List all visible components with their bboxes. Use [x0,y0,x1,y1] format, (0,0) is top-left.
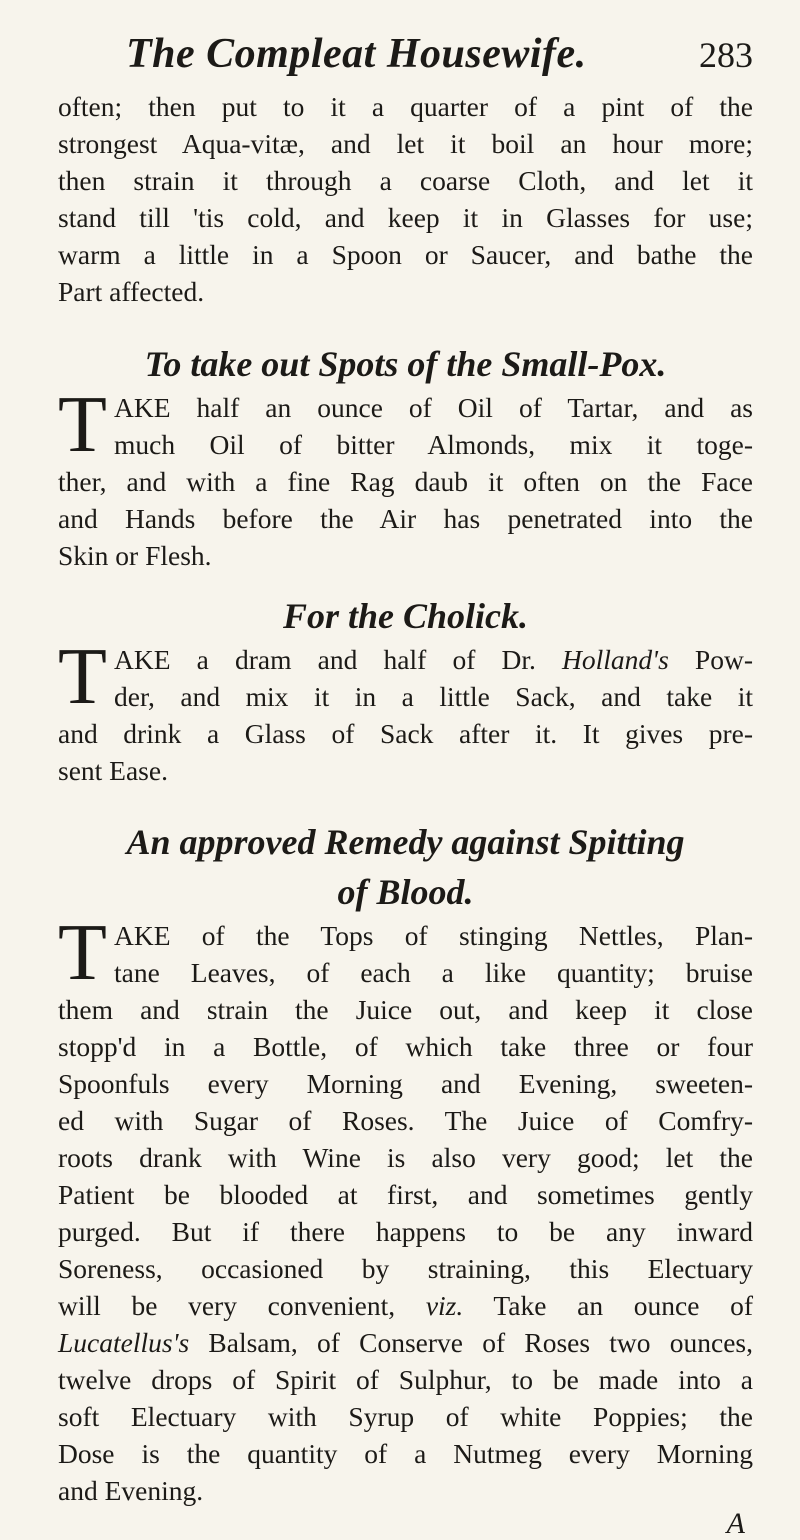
heading-line: An approved Remedy against Spitting [126,822,685,862]
heading-line: For the Cholick. [282,596,529,636]
text-line: and drink a Glass of Sack after it. It gives pre- [58,718,753,749]
text-line: will be very convenient, viz. Take an ounce of [58,1290,753,1321]
dropcap-block [58,633,753,721]
recipe-section [58,594,753,789]
recipe-section [58,817,753,1509]
text-line: der, and mix it in a little Sack, and take it [114,681,753,712]
text-line: Part affected. [58,276,205,307]
text-line: much Oil of bitter Almonds, mix it toge- [114,429,753,460]
text-line: strongest Aqua-vitæ, and let it boil an hour more; [58,128,753,159]
text-line: roots drank with Wine is also very good; let the [58,1142,753,1173]
text-line: Soreness, occasioned by straining, this Electuary [58,1253,753,1284]
book-page [58,28,753,1539]
text-line: AKE of the Tops of stinging Nettles, Plan- [114,920,753,951]
text-line: soft Electuary with Syrup of white Poppies; the [58,1401,753,1432]
intro-paragraph [58,88,753,310]
text-line: sent Ease. [58,755,168,786]
section-paragraph [58,633,753,789]
text-line: often; then put to it a quarter of a pint of the [58,91,753,122]
section-paragraph [58,909,753,1509]
text-line: Skin or Flesh. [58,540,212,571]
text-line: and Evening. [58,1475,204,1506]
text-line: stand till 'tis cold, and keep it in Glasses for use; [58,202,753,233]
running-head [58,28,753,88]
section-heading [58,342,753,386]
page-number: 283 [699,35,753,75]
text-line: Lucatellus's Balsam, of Conserve of Roses two ounces, [58,1327,753,1358]
text-line: Dose is the quantity of a Nutmeg every Morning [58,1438,753,1469]
text-line: then strain it through a coarse Cloth, and let it [58,165,753,196]
heading-line: of Blood. [337,872,474,912]
drop-cap: T [58,633,107,721]
section-heading [58,594,753,638]
text-line: AKE a dram and half of Dr. Holland's Pow- [114,644,753,675]
running-title: The Compleat Housewife. [126,31,587,77]
heading-line: To take out Spots of the Small-Pox. [144,344,667,384]
text-line: Patient be blooded at first, and sometimes gently [58,1179,753,1210]
text-line: AKE half an ounce of Oil of Tartar, and as [114,392,753,423]
recipe-section [58,342,753,574]
drop-cap: T [58,909,107,997]
drop-cap: T [58,381,107,469]
italic-name: Holland's [562,644,669,675]
text-line: purged. But if there happens to be any inward [58,1216,753,1247]
catchword: A [726,1507,745,1540]
text-line: Spoonfuls every Morning and Evening, sweeten- [58,1068,753,1099]
text-line: tane Leaves, of each a like quantity; bruise [114,957,753,988]
dropcap-block [58,381,753,469]
italic-name: Lucatellus's [58,1327,190,1358]
text-line: twelve drops of Spirit of Sulphur, to be made into a [58,1364,753,1395]
section-paragraph [58,381,753,574]
italic-name: viz. [425,1290,464,1321]
text-line: stopp'd in a Bottle, of which take three or four [58,1031,753,1062]
text-line: ed with Sugar of Roses. The Juice of Comfry- [58,1105,753,1136]
section-heading [58,817,753,917]
text-line: warm a little in a Spoon or Saucer, and bathe the [58,239,753,270]
text-line: and Hands before the Air has penetrated into the [58,503,753,534]
dropcap-block [58,909,753,997]
text-line: ther, and with a fine Rag daub it often on the Face [58,466,753,497]
text-line: them and strain the Juice out, and keep it close [58,994,753,1025]
